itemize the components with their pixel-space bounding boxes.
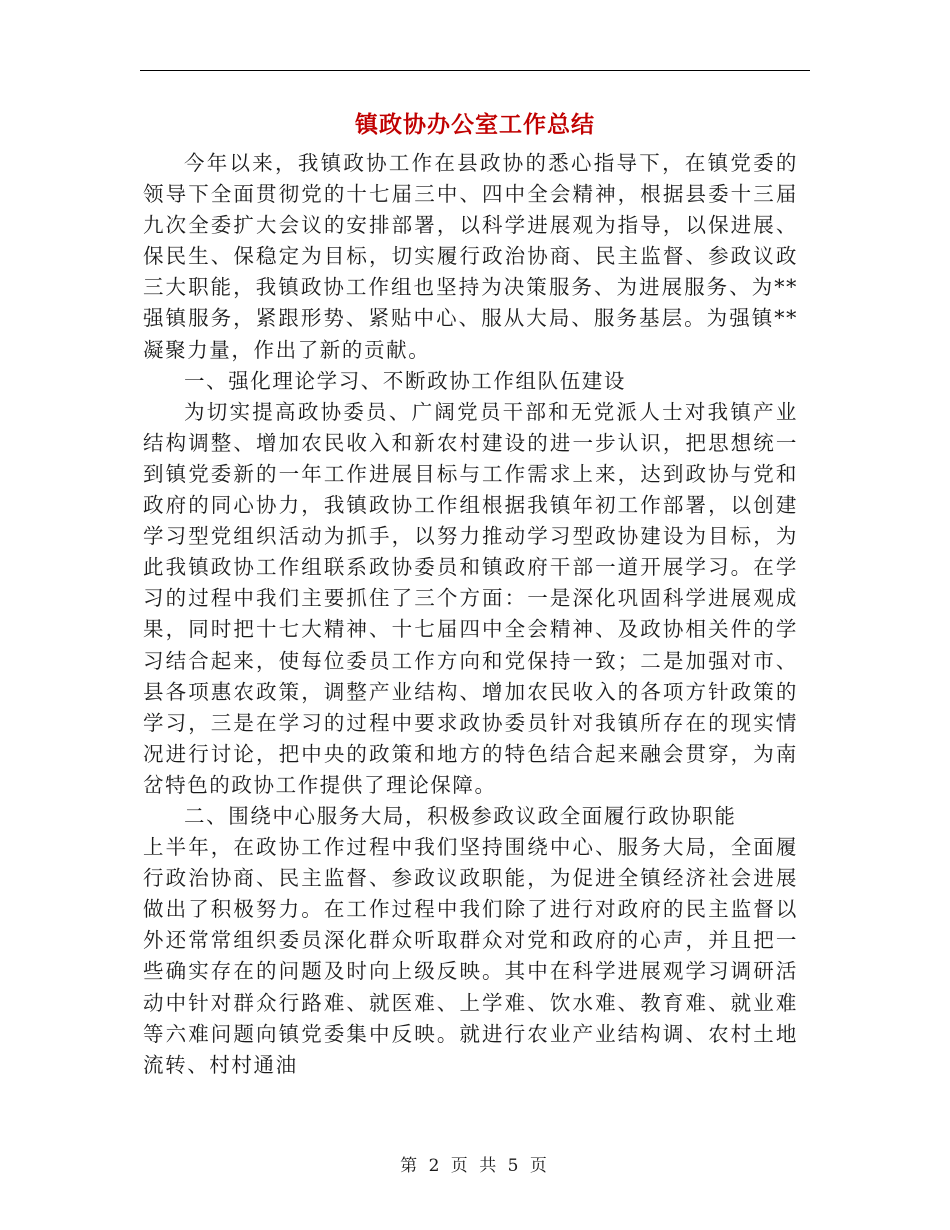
header-rule: [140, 70, 810, 71]
paragraph-section-2: 上半年，在政协工作过程中我们坚持围绕中心、服务大局，全面履行政治协商、民主监督、参政议政职能，为促进全镇经济社会进展做出了积极努力。在工作过程中我们除了进行对政府的民主监督以外还常常组织委员深化群众听取群众对党和政府的心声，并且把一些确实存在的问题及时向上级反映。其中在科学进展观学习调研活动中针对群众行路难、就医难、上学难、饮水难、教育难、就业难等六难问题向镇党委集中反映。就进行农业产业结构调、农村土地流转、村村通油: [143, 835, 798, 1077]
page-number: 第 2 页 共 5 页: [400, 1156, 550, 1176]
section-heading-1: 一、强化理论学习、不断政协工作组队伍建设: [184, 368, 626, 393]
paragraph-intro: 今年以来，我镇政协工作在县政协的悉心指导下，在镇党委的领导下全面贯彻党的十七届三中、四中全会精神，根据县委十三届九次全委扩大会议的安排部署，以科学进展观为指导，以保进展、保民生、保稳定为目标，切实履行政治协商、民主监督、参政议政三大职能，我镇政协工作组也坚持为决策服务、为进展服务、为**强镇服务，紧跟形势、紧贴中心、服从大局、服务基层。为强镇**凝聚力量，作出了新的贡献。: [143, 151, 798, 362]
paragraph-section-1: 为切实提高政协委员、广阔党员干部和无党派人士对我镇产业结构调整、增加农民收入和新农村建设的进一步认识，把思想统一到镇党委新的一年工作进展目标与工作需求上来，达到政协与党和政府的同心协力，我镇政协工作组根据我镇年初工作部署，以创建学习型党组织活动为抓手，以努力推动学习型政协建设为目标，为此我镇政协工作组联系政协委员和镇政府干部一道开展学习。在学习的过程中我们主要抓住了三个方面：一是深化巩固科学进展观成果，同时把十七大精神、十七届四中全会精神、及政协相关件的学习结合起来，使每位委员工作方向和党保持一致；二是加强对市、县各项惠农政策，调整产业结构、增加农民收入的各项方针政策的学习，三是在学习的过程中要求政协委员针对我镇所存在的现实情况进行讨论，把中央的政策和地方的特色结合起来融会贯穿，为南岔特色的政协工作提供了理论保障。: [143, 399, 798, 797]
document-body: [143, 148, 798, 1081]
document-title: 镇政协办公室工作总结: [355, 112, 595, 138]
section-heading-2: 二、围绕中心服务大局，积极参政议政全面履行政协职能: [184, 803, 737, 828]
